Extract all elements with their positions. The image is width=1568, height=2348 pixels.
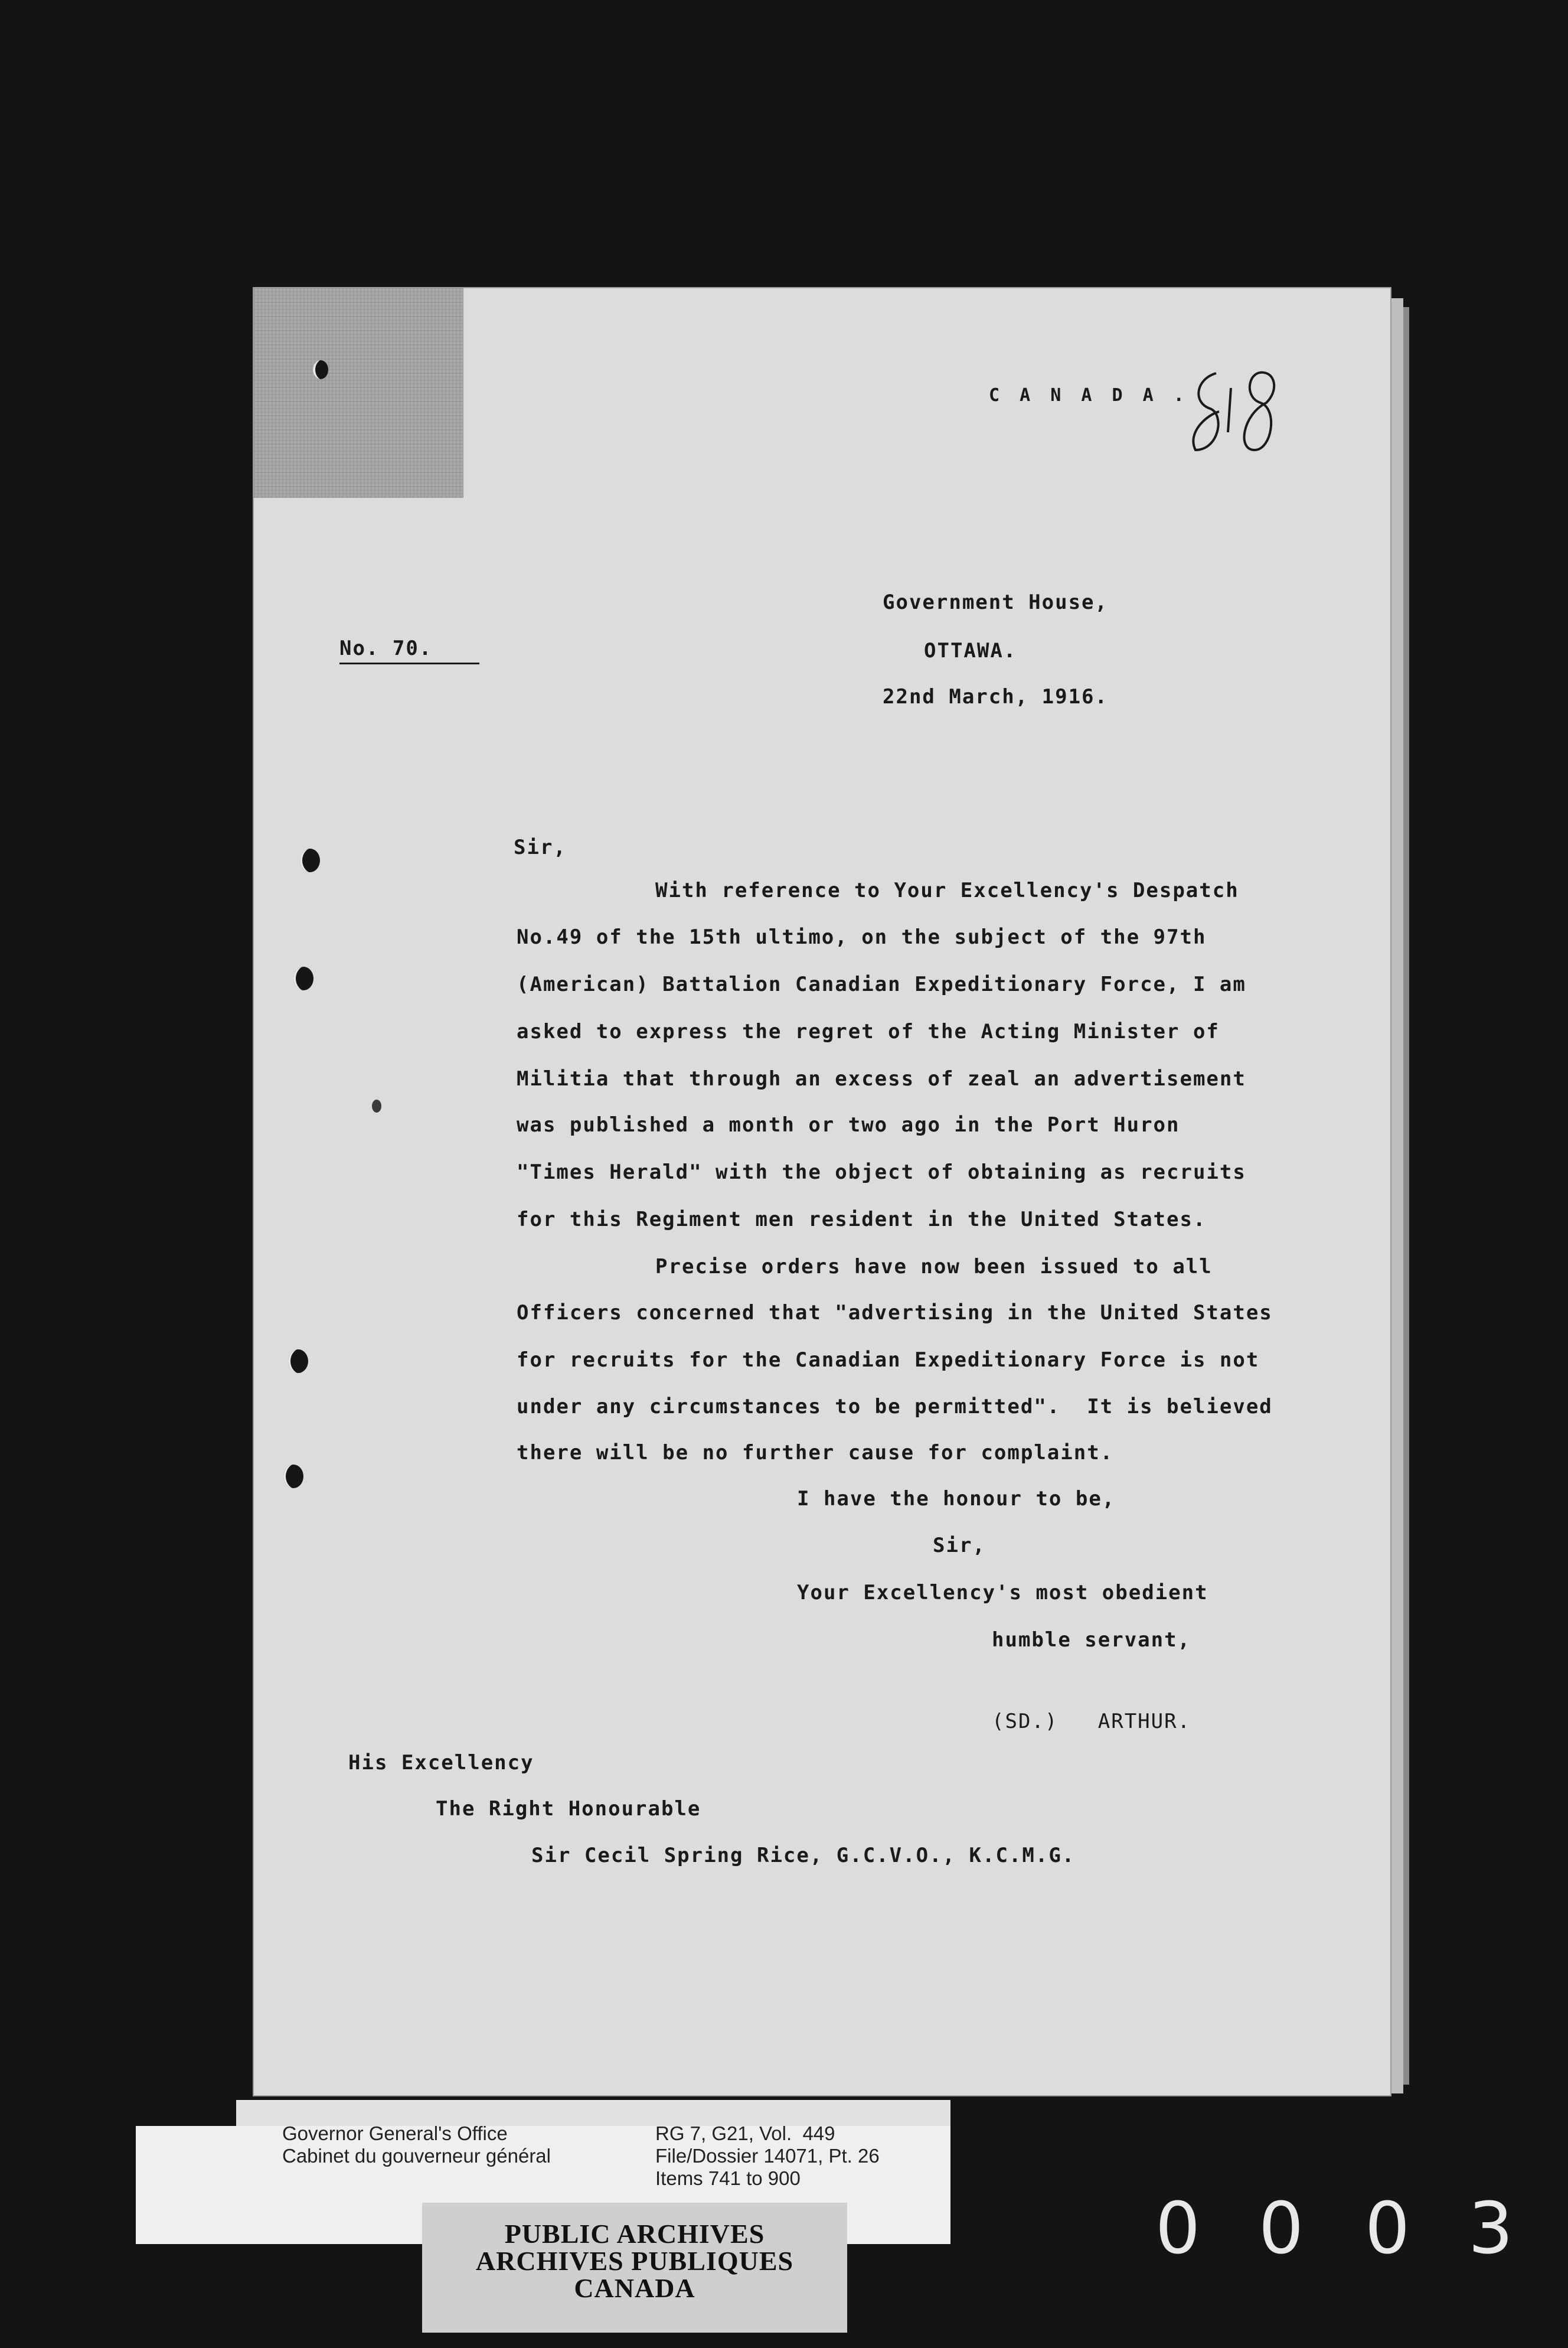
address-line-1: Government House, [883,591,1108,614]
page-edge-shadow [1403,307,1409,2085]
handwritten-number-text [1187,378,1191,379]
corner-tab [254,288,463,498]
archive-line-3: CANADA [574,2273,695,2303]
body-line: under any circumstances to be permitted". It is believed [517,1395,1273,1418]
country-heading: C A N A D A . [989,385,1189,406]
closing-line-3: Your Excellency's most obedient [797,1581,1208,1605]
binder-hole-small [372,1100,381,1113]
frame-number-digit: 0 [1258,2188,1304,2270]
public-archives-stamp [422,2203,847,2333]
office-name-fr: Cabinet du gouverneur général [282,2145,551,2167]
signature: (SD.) ARTHUR. [992,1710,1191,1733]
binder-hole [300,849,320,872]
body-line: Militia that through an excess of zeal an advertisement [517,1067,1246,1091]
despatch-number: No. 70. [339,637,479,664]
letter-date: 22nd March, 1916. [883,685,1108,709]
body-line: No.49 of the 15th ultimo, on the subject of the 97th [517,925,1207,949]
frame-number-digit: 0 [1364,2188,1410,2270]
body-line: Precise orders have now been issued to all [655,1255,1213,1279]
body-line: asked to express the regret of the Acting Minister of [517,1020,1220,1043]
office-name-en: Governor General's Office [282,2122,508,2144]
record-group-ref: RG 7, G21, Vol. 449 [655,2122,835,2144]
frame-number-digit: 0 [1155,2188,1201,2270]
binder-hole [313,360,328,379]
handwritten-folio-number [1184,361,1287,462]
address-line-2: OTTAWA. [924,639,1017,663]
body-line: for recruits for the Canadian Expeditionary Force is not [517,1348,1260,1372]
body-line: there will be no further cause for complaint. [517,1441,1114,1465]
addressee-line-3: Sir Cecil Spring Rice, G.C.V.O., K.C.M.G. [531,1844,1076,1867]
page-edge [1390,298,1403,2093]
letter-page [254,288,1390,2095]
archive-line-1: PUBLIC ARCHIVES [504,2219,765,2249]
closing-line-4: humble servant, [992,1628,1191,1652]
closing-line-1: I have the honour to be, [797,1487,1116,1511]
salutation: Sir, [514,836,567,859]
binder-hole [283,1465,303,1488]
closing-line-2: Sir, [933,1534,986,1557]
body-line: "Times Herald" with the object of obtaining as recruits [517,1160,1246,1184]
body-line: With reference to Your Excellency's Despatch [655,879,1239,902]
body-line: (American) Battalion Canadian Expeditionary Force, I am [517,973,1246,996]
addressee-line-1: His Excellency [348,1751,534,1775]
binder-hole [293,967,313,990]
items-ref: Items 741 to 900 [655,2167,801,2189]
body-line: was published a month or two ago in the Port Huron [517,1113,1180,1137]
body-line: Officers concerned that "advertising in the United States [517,1301,1273,1325]
archive-line-2: ARCHIVES PUBLIQUES [475,2246,794,2276]
body-line: for this Regiment men resident in the United States. [517,1208,1207,1231]
addressee-line-2: The Right Honourable [436,1797,701,1821]
file-ref: File/Dossier 14071, Pt. 26 [655,2145,880,2167]
binder-hole [288,1349,308,1373]
frame-number-digit: 3 [1468,2188,1514,2270]
